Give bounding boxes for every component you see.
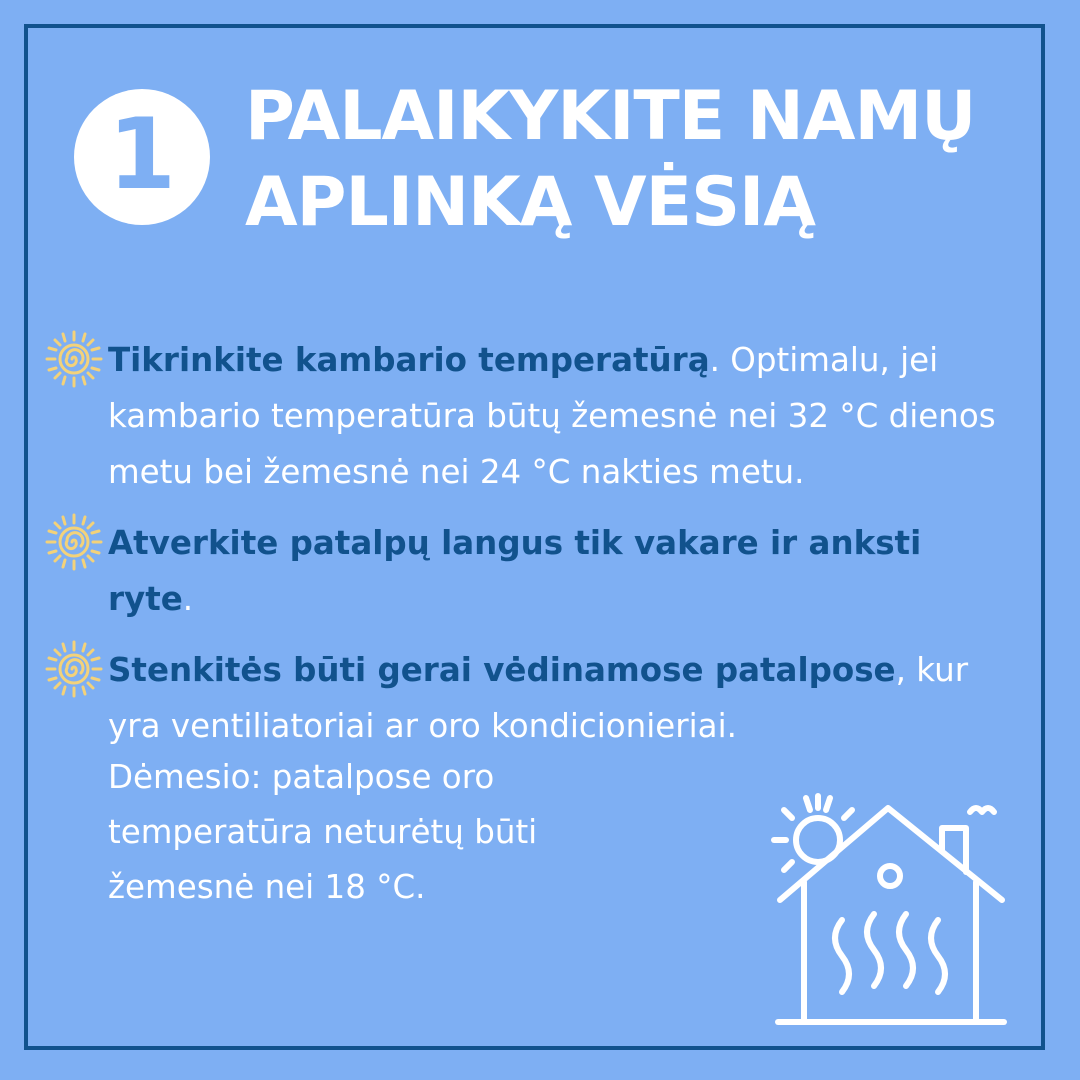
tip-item-2 [108,515,1008,627]
sun-bullet-icon [44,329,104,389]
sun-bullet-icon [44,639,104,699]
title-line-1: PALAIKYKITE NAMŲ [245,77,976,156]
note-line-3: žemesnė nei 18 °C. [108,868,426,906]
hot-house-icon [770,790,1010,1030]
note-line-1: Dėmesio: patalpose oro [108,758,495,796]
warning-note [108,750,628,915]
tip-2-bold: Atverkite patalpų langus tik vakare ir anksti ryte [108,524,922,618]
sun-bullet-icon [44,512,104,572]
tip-item-1 [108,332,1008,500]
tip-3-text: , kur yra ventiliatoriai ar oro kondicionieriai. [108,651,969,745]
tip-2-text: . [182,580,194,618]
tip-1-bold: Tikrinkite kambario temperatūrą [108,341,710,379]
tip-3-bold: Stenkitės būti gerai vėdinamose patalpose [108,651,896,689]
step-number-badge [74,89,210,225]
title-line-2: APLINKĄ VĖSIĄ [245,163,815,242]
step-number: 1 [107,98,177,212]
page-title [245,74,1045,246]
note-line-2: temperatūra neturėtų būti [108,813,538,851]
tip-item-3 [108,642,1008,754]
tip-1-text: . Optimalu, jei kambario temperatūra būtų žemesnė nei 32 °C dienos metu bei žemesnė nei 24 °C nakties metu. [108,341,996,491]
